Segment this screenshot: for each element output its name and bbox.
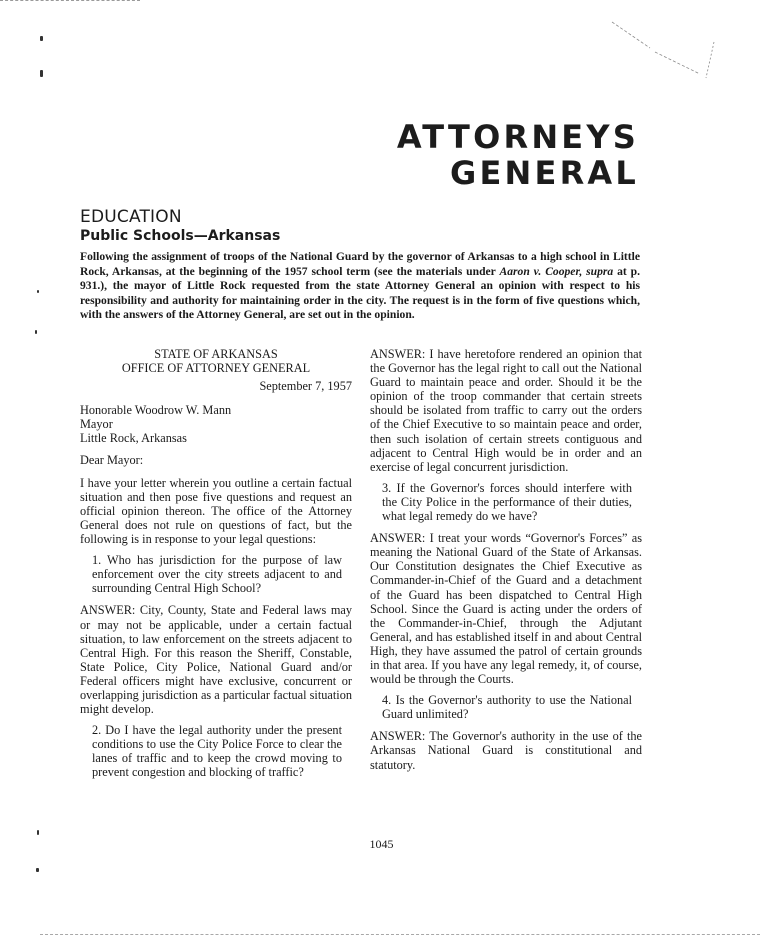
scan-speck — [40, 70, 43, 77]
office-line1: STATE OF ARKANSAS — [154, 347, 278, 361]
right-column — [370, 347, 642, 779]
addressee-title: Mayor — [80, 417, 113, 432]
scan-speck — [40, 36, 43, 41]
question-3: 3. If the Governor's forces should interfere with the City Police in the performance of their duties, what legal remedy do we have? — [382, 480, 632, 524]
letter-date: September 7, 1957 — [259, 379, 352, 394]
scan-speck — [36, 868, 39, 872]
question-4: 4. Is the Governor's authority to use the National Guard unlimited? — [382, 693, 632, 722]
scan-speck — [37, 830, 39, 835]
page-number: 1045 — [369, 837, 394, 851]
answer-4: ANSWER: The Governor's authority in the use of the Arkansas National Guard is constitutional and statutory. — [370, 729, 642, 772]
page-heading-line1: ATTORNEYS — [396, 118, 639, 156]
addressee-name: Honorable Woodrow W. Mann — [80, 403, 232, 418]
salutation: Dear Mayor: — [80, 452, 144, 467]
scan-mark-corner — [610, 20, 720, 80]
intro-text-part1: Following the assignment of troops of the National Guard by the governor of Arkansas to a high school in Little Rock, Arkansas, at the beginning of the 1957 school term (see the materials under — [80, 250, 640, 278]
question-2: 2. Do I have the legal authority under the present conditions to use the City Police Force to clear the lanes of traffic and to keep the crowd moving to prevent congestion and blocking of traffic? — [92, 723, 342, 780]
answer-3: ANSWER: I treat your words “Governor's Forces” as meaning the National Guard of the State of Arkansas. Our Constitution designates the Chief Executive as Commander-in-Chief of the Guard and a detachment of the Guard has been dispatched to Central High School. Since the Guard is acting under the orders of the Commander-in-Chief, through the Adjutant General, and has established itself in and about Central High, they have assumed the patrol of certain grounds in that area. If you have any legal remedy, it, of course, would be through the Courts. — [370, 531, 642, 687]
intro-text-part2: at p. 931.), the mayor of Little Rock requested from the state Attorney General an opinion with respect to his responsibility and authority for maintaining order in the city. The request is in the form of five questions which, with the answers of the Attorney General, are set out in the opinion. — [80, 264, 640, 322]
office-line2: OFFICE OF ATTORNEY GENERAL — [121, 361, 311, 376]
scan-edge-bottom — [40, 934, 760, 937]
scan-speck — [37, 290, 39, 293]
question-1: 1. Who has jurisdiction for the purpose of law enforcement over the city streets adjacent to and surrounding Central High School? — [92, 553, 342, 596]
case-citation: Aaron v. Cooper, supra — [499, 264, 614, 278]
opening-paragraph: I have your letter wherein you outline a certain factual situation and then pose five questions and request an official opinion thereon. The office of the Attorney General does not rule on questions of fact, but the following is in response to your legal questions: — [80, 475, 352, 547]
section-title: EDUCATION — [80, 207, 182, 227]
intro-paragraph — [80, 250, 640, 323]
scan-speck — [35, 330, 37, 334]
address-block — [80, 403, 352, 445]
page-heading-line2: GENERAL — [450, 154, 639, 192]
left-column — [80, 347, 352, 788]
answer-1: ANSWER: City, County, State and Federal laws may or may not be applicable, under a certain factual situation, to law enforcement on the streets adjacent to Central High. For this reason the Sheriff, Constable, State Police, City Police, National Guard and/or Federal officers might have exclusive, concurrent or overlapping jurisdiction as a particular factual situation might develop. — [80, 603, 352, 717]
section-subtitle: Public Schools—Arkansas — [80, 228, 281, 244]
scan-edge-top — [0, 0, 140, 3]
answer-2: ANSWER: I have heretofore rendered an opinion that the Governor has the legal right to call out the National Guard to maintain peace and order. Should it be the opinion of the troop commander that certain streets should be isolated from traffic to carry out the orders of the Chief Executive to so maintain peace and order, then such isolation of certain streets contiguous and adjacent to Central High would be in order and an exercise of legal concurrent jurisdiction. — [370, 347, 642, 474]
addressee-city: Little Rock, Arkansas — [80, 431, 187, 446]
